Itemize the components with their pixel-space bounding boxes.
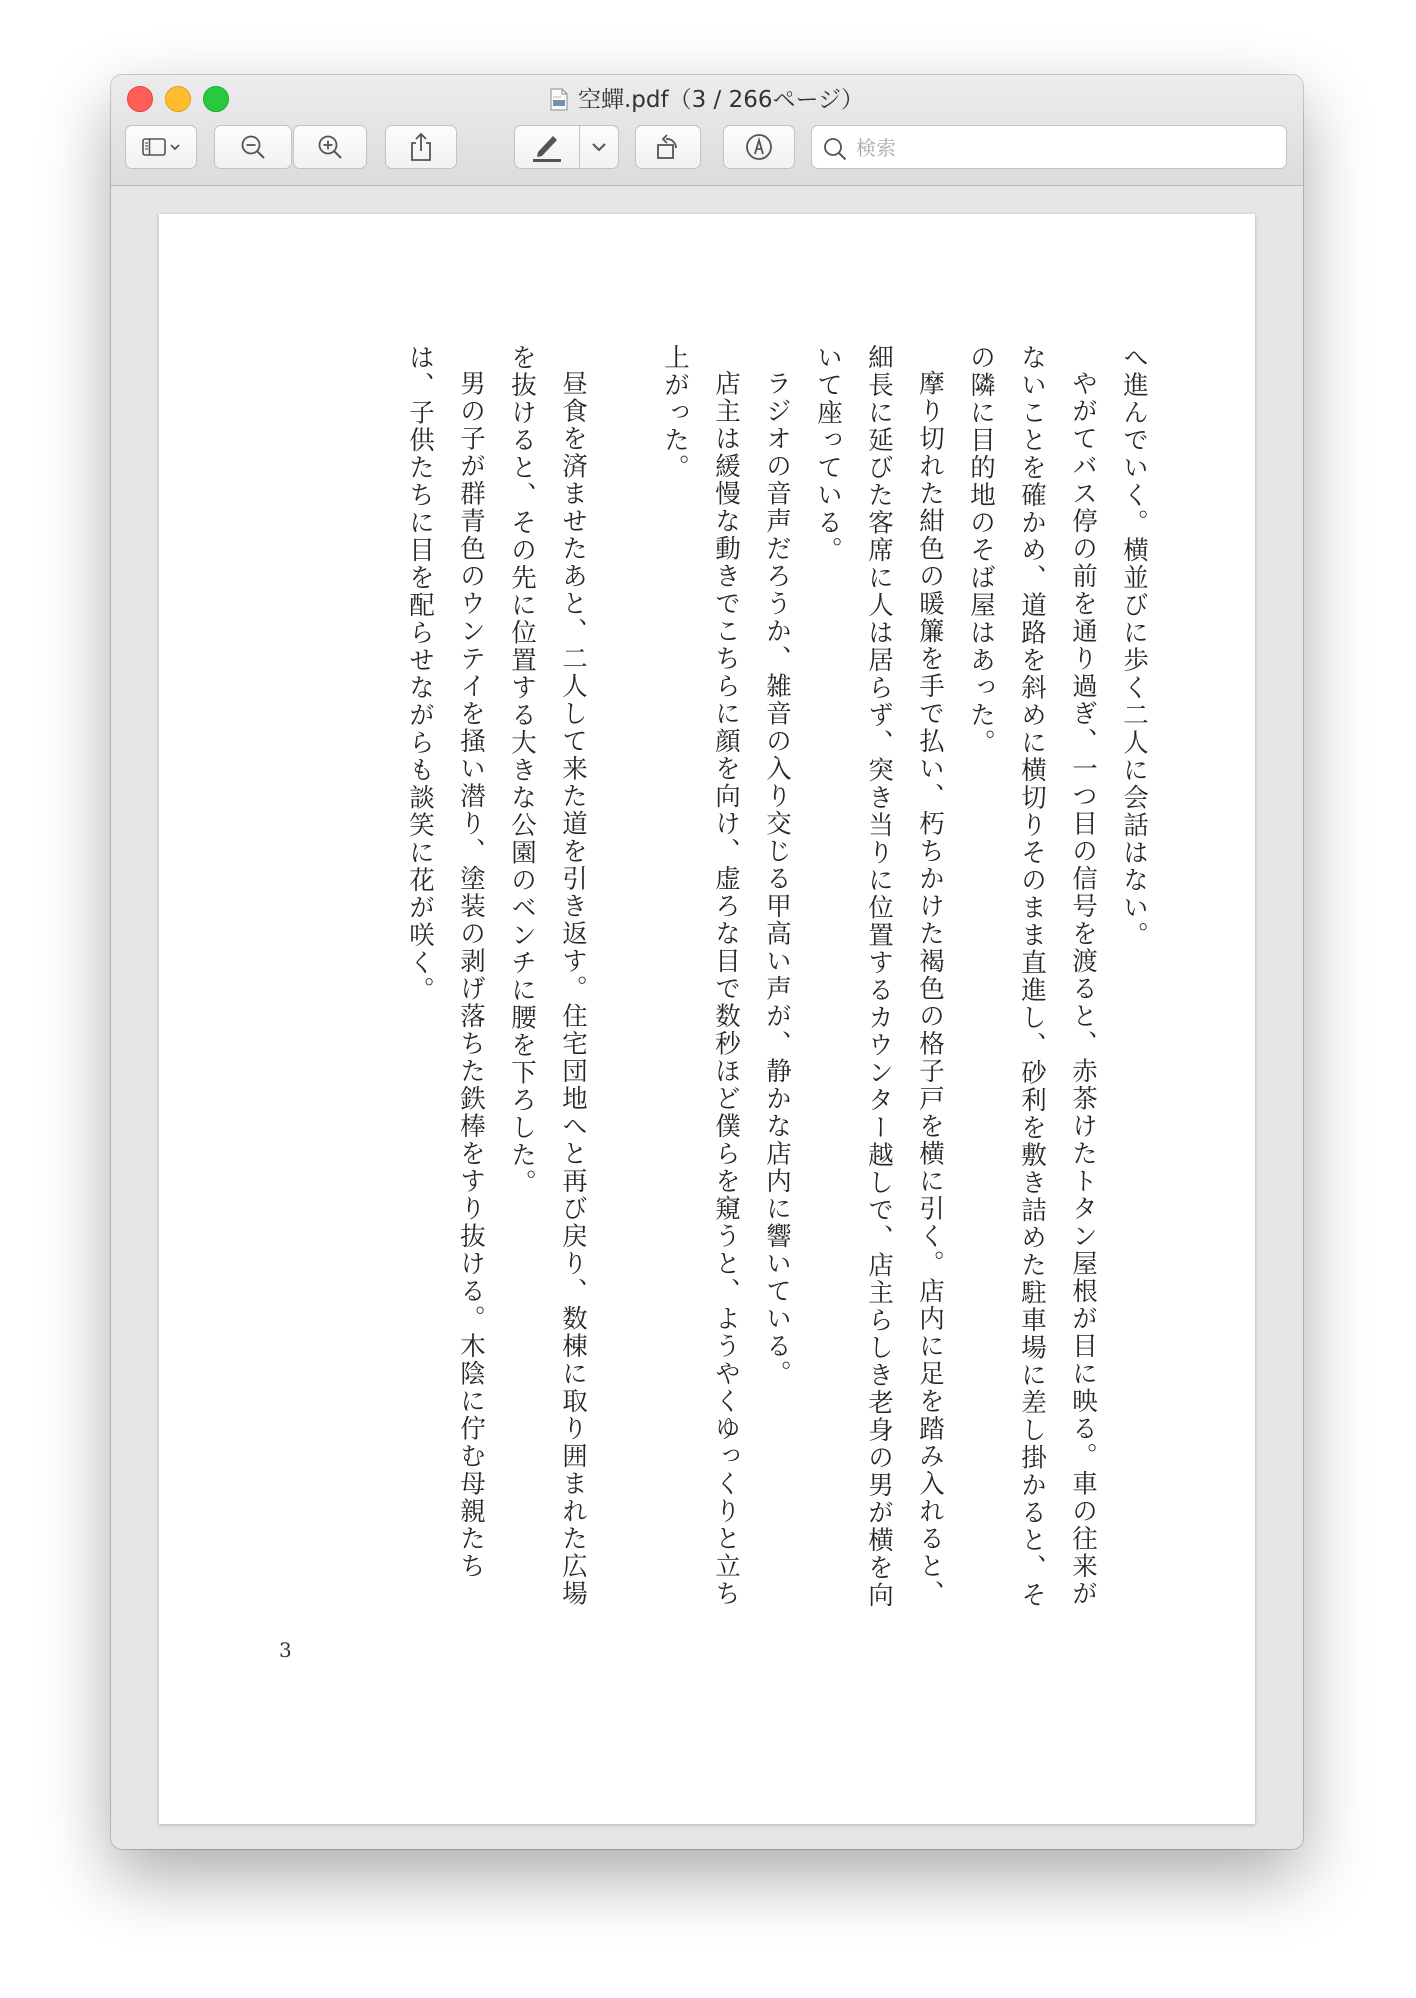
zoom-out-button[interactable] [214,125,292,169]
pen-icon [529,131,565,163]
search-field[interactable] [811,125,1287,169]
search-icon [822,136,848,162]
share-icon [408,132,434,162]
preview-window [111,75,1303,1849]
rotate-icon [653,132,683,162]
zoom-in-icon [316,133,344,161]
rotate-button[interactable] [635,125,701,169]
markup-button[interactable] [723,125,795,169]
titlebar [111,75,1303,186]
sidebar-icon [139,135,183,159]
page-text [279,344,1159,1634]
paragraph: やがてバス停の前を通り過ぎ、一つ目の信号を渡ると、赤茶けたトタン屋根が目に映る。車の往来がないことを確かめ、道路を斜めに横切りそのまま直進し、砂利を敷き詰めた駐車場に差し掛かると、その隣に目的地のそば屋はあった。 [966,344,1098,1609]
paragraph: 摩り切れた紺色の暖簾を手で払い、朽ちかけた褐色の格子戸を横に引く。店内に足を踏み入れると、細長に延びた客席に人は居らず、突き当りに位置するカウンター越しで、店主らしき老身の男が横を向いて座っている。 [813,344,945,1609]
pdf-document-icon [550,88,568,111]
markup-icon [744,132,774,162]
pdf-page [159,214,1255,1824]
paragraph: 店主は緩慢な動きでこちらに顔を向け、虚ろな目で数秒ほど僕らを窺うと、ようやくゆっくりと立ち上がった。 [660,344,741,1607]
highlight-options-button[interactable] [579,125,619,169]
page-number: 3 [279,1638,292,1662]
chevron-down-icon [590,141,608,153]
search-input[interactable] [854,132,1278,164]
document-viewport[interactable] [111,186,1303,1849]
paragraph: 昼食を済ませたあと、二人して来た道を引き返す。住宅団地へと再び戻り、数棟に取り囲まれた広場を抜けると、その先に位置する大きな公園のベンチに腰を下ろした。 [507,344,588,1607]
highlight-button[interactable] [514,125,580,169]
window-title-text: 空蟬.pdf（3 / 266ページ） [577,87,865,113]
zoom-in-button[interactable] [293,125,367,169]
paragraph: 男の子が群青色のウンテイを掻い潜り、塗装の剥げ落ちた鉄棒をすり抜ける。木陰に佇む母親たちは、子供たちに目を配らせながらも談笑に花が咲く。 [405,344,486,1580]
sidebar-toggle-button[interactable] [125,125,197,169]
paragraph: ラジオの音声だろうか、雑音の入り交じる甲高い声が、静かな店内に響いている。 [762,369,792,1387]
window-title [111,81,1303,114]
paragraph: へ進んでいく。横並びに歩く二人に会話はない。 [1119,344,1149,949]
share-button[interactable] [385,125,457,169]
zoom-out-icon [239,133,267,161]
